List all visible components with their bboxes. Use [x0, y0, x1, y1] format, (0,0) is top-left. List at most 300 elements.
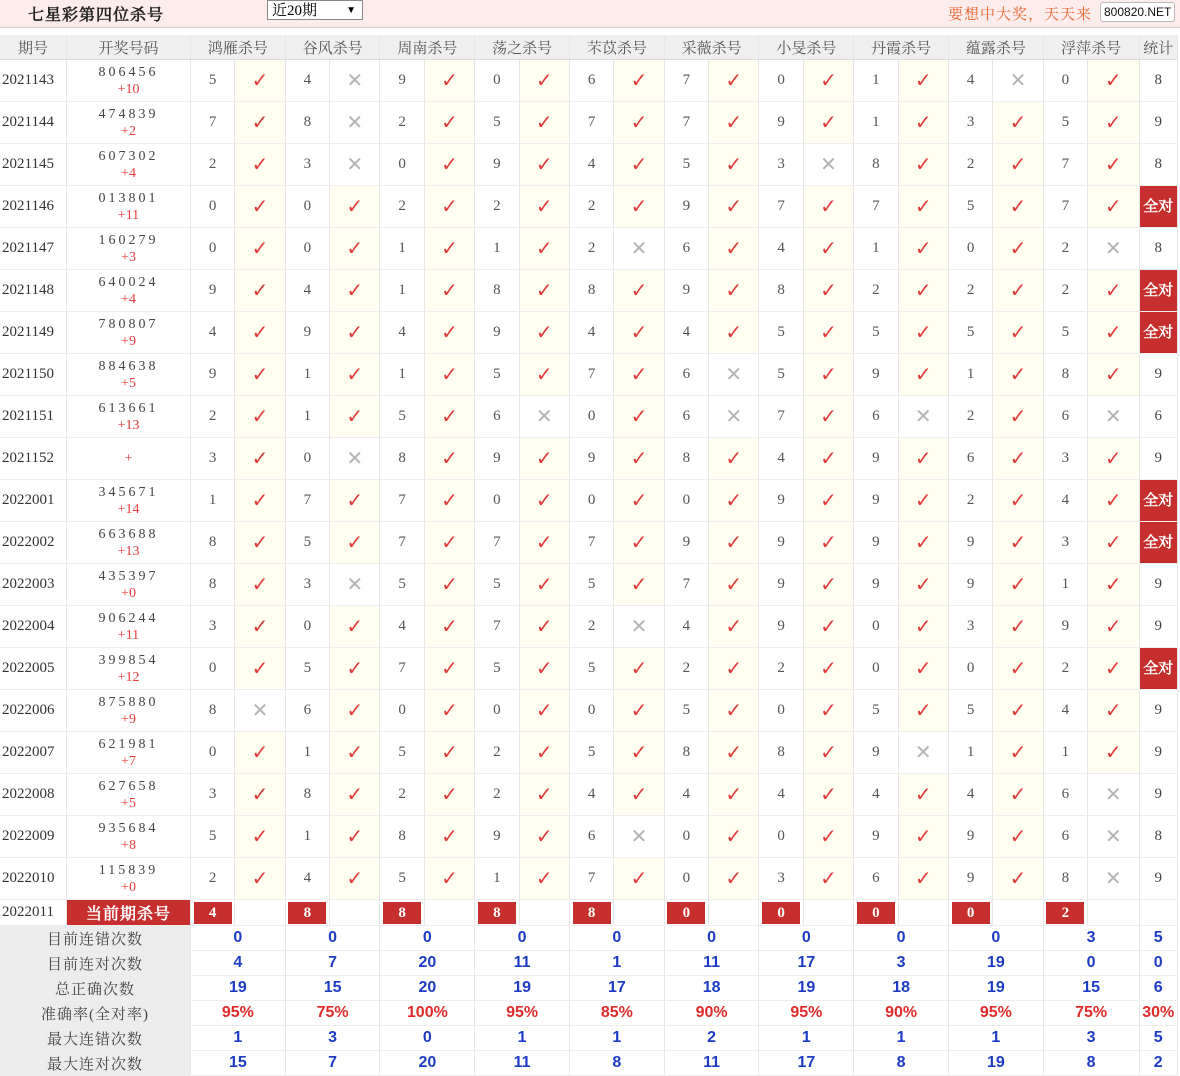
- check-icon: ✓: [424, 354, 474, 396]
- cross-icon: ✕: [519, 396, 569, 438]
- kill-digit: 2: [948, 144, 992, 186]
- row-stat: 9: [1139, 774, 1178, 816]
- check-icon: ✓: [898, 60, 948, 102]
- draw-digits: 115839: [98, 862, 159, 878]
- kill-digit: 5: [475, 102, 519, 144]
- check-icon: ✓: [993, 774, 1043, 816]
- check-icon: ✓: [424, 732, 474, 774]
- kill-digit: 8: [664, 438, 708, 480]
- check-icon: ✓: [330, 774, 380, 816]
- issue-number: 2021150: [0, 354, 67, 396]
- check-icon: ✓: [993, 396, 1043, 438]
- check-icon: ✓: [424, 774, 474, 816]
- issue-number: 2021148: [0, 270, 67, 312]
- check-icon: ✓: [898, 354, 948, 396]
- kill-digit: 8: [475, 270, 519, 312]
- kill-digit: 5: [475, 564, 519, 606]
- kill-digit: 2: [759, 648, 803, 690]
- current-kill-blank: [709, 900, 759, 926]
- check-icon: ✓: [1088, 60, 1139, 102]
- check-icon: ✓: [898, 270, 948, 312]
- check-icon: ✓: [519, 186, 569, 228]
- column-header[interactable]: 小旻杀号: [759, 35, 854, 60]
- column-header[interactable]: 谷风杀号: [285, 35, 380, 60]
- check-icon: ✓: [709, 312, 759, 354]
- kill-digit: 5: [380, 396, 424, 438]
- kill-number-table: [0, 35, 1178, 1076]
- kill-digit: 0: [759, 690, 803, 732]
- check-icon: ✓: [993, 858, 1043, 900]
- check-icon: ✓: [235, 522, 285, 564]
- kill-digit: 7: [380, 522, 424, 564]
- kill-digit: 4: [664, 312, 708, 354]
- summary-value: 17: [759, 951, 854, 976]
- column-header[interactable]: 丹霞杀号: [854, 35, 949, 60]
- check-icon: ✓: [614, 396, 664, 438]
- kill-digit: 9: [948, 564, 992, 606]
- kill-digit: 4: [569, 312, 613, 354]
- column-header[interactable]: 采薇杀号: [664, 35, 759, 60]
- summary-value: 0: [380, 926, 475, 951]
- check-icon: ✓: [519, 354, 569, 396]
- kill-digit: 8: [190, 522, 234, 564]
- summary-value: 30%: [1139, 1001, 1178, 1026]
- table-row: [0, 648, 1178, 690]
- check-icon: ✓: [709, 522, 759, 564]
- kill-digit: 0: [1043, 60, 1087, 102]
- check-icon: ✓: [803, 774, 853, 816]
- check-icon: ✓: [898, 522, 948, 564]
- draw-digits: 884638: [98, 358, 159, 374]
- kill-digit: 0: [285, 186, 329, 228]
- check-icon: ✓: [519, 480, 569, 522]
- table-row: [0, 690, 1178, 732]
- current-kill-value: 2: [1046, 902, 1084, 924]
- table-row: [0, 354, 1178, 396]
- summary-value: 18: [854, 976, 949, 1001]
- check-icon: ✓: [709, 186, 759, 228]
- check-icon: ✓: [1088, 144, 1139, 186]
- draw-digits: 621981: [98, 736, 159, 752]
- site-badge[interactable]: 800820.NET: [1100, 2, 1175, 22]
- current-kill-cell: [664, 900, 708, 926]
- current-kill-cell: [1043, 900, 1087, 926]
- kill-digit: 9: [475, 312, 519, 354]
- current-kill-value: 8: [573, 902, 611, 924]
- draw-sum: +13: [117, 417, 140, 433]
- kill-digit: 2: [380, 774, 424, 816]
- check-icon: ✓: [330, 480, 380, 522]
- draw-sum: +13: [117, 543, 140, 559]
- check-icon: ✓: [993, 648, 1043, 690]
- cross-icon: ✕: [614, 816, 664, 858]
- kill-digit: 9: [664, 186, 708, 228]
- issue-number: 2021147: [0, 228, 67, 270]
- check-icon: ✓: [424, 270, 474, 312]
- check-icon: ✓: [803, 522, 853, 564]
- draw-numbers: [67, 228, 191, 270]
- draw-numbers: [67, 606, 191, 648]
- kill-digit: 8: [380, 438, 424, 480]
- kill-digit: 5: [190, 816, 234, 858]
- check-icon: ✓: [235, 648, 285, 690]
- check-icon: ✓: [993, 732, 1043, 774]
- kill-digit: 0: [475, 480, 519, 522]
- kill-digit: 2: [380, 186, 424, 228]
- summary-value: 0: [759, 926, 854, 951]
- kill-digit: 1: [285, 396, 329, 438]
- check-icon: ✓: [803, 60, 853, 102]
- table-row: [0, 60, 1178, 102]
- kill-digit: 9: [948, 858, 992, 900]
- check-icon: ✓: [235, 270, 285, 312]
- kill-digit: 0: [569, 690, 613, 732]
- row-stat: 6: [1139, 396, 1178, 438]
- check-icon: ✓: [614, 102, 664, 144]
- kill-digit: 9: [475, 438, 519, 480]
- current-kill-value: 8: [478, 902, 516, 924]
- draw-numbers: [67, 312, 191, 354]
- check-icon: ✓: [898, 312, 948, 354]
- cross-icon: ✕: [1088, 816, 1139, 858]
- draw-sum: +11: [117, 627, 140, 643]
- summary-value: 95%: [948, 1001, 1043, 1026]
- check-icon: ✓: [519, 774, 569, 816]
- kill-digit: 9: [569, 438, 613, 480]
- kill-digit: 0: [854, 606, 898, 648]
- kill-digit: 4: [759, 774, 803, 816]
- summary-value: 0: [1139, 951, 1178, 976]
- issue-number: 2022009: [0, 816, 67, 858]
- kill-digit: 2: [380, 102, 424, 144]
- issue-number: 2021152: [0, 438, 67, 480]
- table-body: [0, 60, 1178, 1076]
- check-icon: ✓: [424, 186, 474, 228]
- cross-icon: ✕: [1088, 228, 1139, 270]
- kill-digit: 2: [190, 858, 234, 900]
- current-row: [0, 900, 1178, 926]
- kill-digit: 5: [854, 690, 898, 732]
- row-stat: 9: [1139, 690, 1178, 732]
- row-stat: 9: [1139, 102, 1178, 144]
- table-row: [0, 606, 1178, 648]
- kill-digit: 7: [285, 480, 329, 522]
- kill-digit: 0: [380, 144, 424, 186]
- check-icon: ✓: [1088, 480, 1139, 522]
- check-icon: ✓: [709, 816, 759, 858]
- kill-digit: 7: [1043, 144, 1087, 186]
- check-icon: ✓: [614, 60, 664, 102]
- kill-digit: 6: [664, 396, 708, 438]
- table-row: [0, 816, 1178, 858]
- draw-sum: +11: [117, 207, 140, 223]
- kill-digit: 4: [285, 270, 329, 312]
- check-icon: ✓: [898, 438, 948, 480]
- summary-value: 85%: [569, 1001, 664, 1026]
- check-icon: ✓: [519, 60, 569, 102]
- column-header[interactable]: 荡之杀号: [475, 35, 570, 60]
- summary-value: 18: [664, 976, 759, 1001]
- check-icon: ✓: [330, 858, 380, 900]
- draw-sum: +9: [121, 333, 136, 349]
- current-kill-blank: [330, 900, 380, 926]
- summary-value: 0: [569, 926, 664, 951]
- current-kill-blank: [614, 900, 664, 926]
- kill-digit: 2: [1043, 270, 1087, 312]
- draw-digits: 663688: [98, 526, 159, 542]
- all-correct-badge: 全对: [1139, 480, 1178, 522]
- kill-digit: 1: [190, 480, 234, 522]
- kill-digit: 0: [854, 648, 898, 690]
- draw-digits: 013801: [98, 190, 159, 206]
- issue-number: 2022007: [0, 732, 67, 774]
- kill-digit: 7: [569, 522, 613, 564]
- current-kill-cell: [854, 900, 898, 926]
- kill-digit: 1: [854, 102, 898, 144]
- kill-digit: 8: [1043, 354, 1087, 396]
- cross-icon: ✕: [330, 564, 380, 606]
- draw-numbers: [67, 270, 191, 312]
- kill-digit: 9: [664, 522, 708, 564]
- summary-value: 19: [190, 976, 285, 1001]
- draw-numbers: [67, 648, 191, 690]
- current-kill-cell: [759, 900, 803, 926]
- kill-digit: 2: [569, 228, 613, 270]
- summary-value: 19: [948, 951, 1043, 976]
- column-header[interactable]: 鸿雁杀号: [190, 35, 285, 60]
- column-header[interactable]: 蕴露杀号: [948, 35, 1043, 60]
- check-icon: ✓: [898, 480, 948, 522]
- draw-sum: +7: [121, 753, 136, 769]
- kill-digit: 5: [380, 564, 424, 606]
- draw-digits: 345671: [98, 484, 159, 500]
- kill-digit: 8: [569, 270, 613, 312]
- check-icon: ✓: [614, 144, 664, 186]
- summary-label: 目前连错次数: [0, 926, 190, 951]
- column-header[interactable]: 开奖号码: [67, 35, 191, 60]
- summary-value: 17: [569, 976, 664, 1001]
- kill-digit: 5: [948, 186, 992, 228]
- check-icon: ✓: [519, 102, 569, 144]
- summary-value: 4: [190, 951, 285, 976]
- summary-value: 2: [1139, 1051, 1178, 1076]
- check-icon: ✓: [519, 228, 569, 270]
- column-header[interactable]: 期号: [0, 35, 67, 60]
- summary-value: 75%: [1043, 1001, 1139, 1026]
- period-select[interactable]: [267, 0, 363, 20]
- draw-numbers: [67, 438, 191, 480]
- kill-digit: 7: [664, 60, 708, 102]
- kill-digit: 5: [948, 690, 992, 732]
- cross-icon: ✕: [614, 228, 664, 270]
- summary-value: 19: [948, 1051, 1043, 1076]
- check-icon: ✓: [330, 354, 380, 396]
- kill-digit: 2: [475, 774, 519, 816]
- check-icon: ✓: [993, 606, 1043, 648]
- table-row: [0, 522, 1178, 564]
- kill-digit: 9: [190, 270, 234, 312]
- summary-value: 0: [285, 926, 380, 951]
- summary-value: 95%: [759, 1001, 854, 1026]
- summary-row: [0, 1001, 1178, 1026]
- row-stat: 9: [1139, 354, 1178, 396]
- kill-digit: 1: [475, 228, 519, 270]
- kill-digit: 9: [854, 438, 898, 480]
- summary-value: 90%: [854, 1001, 949, 1026]
- check-icon: ✓: [424, 102, 474, 144]
- check-icon: ✓: [330, 732, 380, 774]
- issue-number: 2022002: [0, 522, 67, 564]
- summary-value: 20: [380, 976, 475, 1001]
- check-icon: ✓: [235, 774, 285, 816]
- kill-digit: 9: [475, 816, 519, 858]
- kill-digit: 9: [190, 354, 234, 396]
- check-icon: ✓: [803, 270, 853, 312]
- kill-digit: 1: [1043, 564, 1087, 606]
- check-icon: ✓: [235, 102, 285, 144]
- kill-digit: 5: [664, 144, 708, 186]
- draw-numbers: [67, 564, 191, 606]
- summary-label: 最大连对次数: [0, 1051, 190, 1076]
- check-icon: ✓: [614, 648, 664, 690]
- kill-digit: 9: [380, 60, 424, 102]
- kill-digit: 6: [1043, 396, 1087, 438]
- summary-value: 3: [854, 951, 949, 976]
- row-stat: 8: [1139, 228, 1178, 270]
- check-icon: ✓: [519, 690, 569, 732]
- kill-digit: 4: [759, 228, 803, 270]
- kill-digit: 1: [285, 732, 329, 774]
- column-header[interactable]: 周南杀号: [380, 35, 475, 60]
- check-icon: ✓: [424, 858, 474, 900]
- summary-value: 15: [285, 976, 380, 1001]
- kill-digit: 0: [664, 816, 708, 858]
- kill-digit: 0: [285, 438, 329, 480]
- kill-digit: 2: [948, 396, 992, 438]
- draw-digits: 906244: [98, 610, 159, 626]
- summary-value: 11: [664, 1051, 759, 1076]
- summary-value: 5: [1139, 926, 1178, 951]
- check-icon: ✓: [424, 690, 474, 732]
- draw-sum: +2: [121, 123, 136, 139]
- kill-digit: 2: [1043, 648, 1087, 690]
- check-icon: ✓: [519, 858, 569, 900]
- summary-value: 1: [569, 951, 664, 976]
- check-icon: ✓: [614, 774, 664, 816]
- kill-digit: 9: [854, 522, 898, 564]
- summary-value: 6: [1139, 976, 1178, 1001]
- check-icon: ✓: [330, 396, 380, 438]
- draw-sum: +9: [121, 711, 136, 727]
- kill-digit: 9: [759, 522, 803, 564]
- table-row: [0, 270, 1178, 312]
- current-kill-cell: [475, 900, 519, 926]
- draw-sum: +: [124, 451, 133, 466]
- kill-digit: 4: [664, 774, 708, 816]
- table-row: [0, 186, 1178, 228]
- summary-value: 0: [475, 926, 570, 951]
- check-icon: ✓: [803, 816, 853, 858]
- kill-digit: 2: [475, 732, 519, 774]
- summary-value: 1: [475, 1026, 570, 1051]
- draw-numbers: [67, 774, 191, 816]
- check-icon: ✓: [424, 144, 474, 186]
- check-icon: ✓: [235, 438, 285, 480]
- column-header[interactable]: 芣苡杀号: [569, 35, 664, 60]
- check-icon: ✓: [993, 816, 1043, 858]
- check-icon: ✓: [709, 648, 759, 690]
- kill-digit: 6: [569, 816, 613, 858]
- kill-digit: 8: [759, 732, 803, 774]
- check-icon: ✓: [330, 690, 380, 732]
- all-correct-badge: 全对: [1139, 312, 1178, 354]
- draw-sum: +3: [121, 249, 136, 265]
- draw-digits: 806456: [98, 64, 159, 80]
- check-icon: ✓: [1088, 438, 1139, 480]
- check-icon: ✓: [803, 228, 853, 270]
- kill-digit: 4: [854, 774, 898, 816]
- check-icon: ✓: [614, 858, 664, 900]
- draw-numbers: [67, 690, 191, 732]
- cross-icon: ✕: [993, 60, 1043, 102]
- table-row: [0, 438, 1178, 480]
- check-icon: ✓: [424, 606, 474, 648]
- kill-digit: 7: [569, 354, 613, 396]
- row-stat: 9: [1139, 438, 1178, 480]
- draw-numbers: [67, 102, 191, 144]
- kill-digit: 4: [380, 606, 424, 648]
- kill-digit: 8: [854, 144, 898, 186]
- summary-value: 1: [759, 1026, 854, 1051]
- cross-icon: ✕: [1088, 774, 1139, 816]
- cross-icon: ✕: [330, 102, 380, 144]
- all-correct-badge: 全对: [1139, 522, 1178, 564]
- kill-digit: 4: [190, 312, 234, 354]
- kill-digit: 2: [569, 606, 613, 648]
- kill-digit: 2: [664, 648, 708, 690]
- current-issue: 2022011: [0, 900, 67, 926]
- kill-digit: 4: [1043, 690, 1087, 732]
- check-icon: ✓: [235, 312, 285, 354]
- column-header[interactable]: 浮萍杀号: [1043, 35, 1139, 60]
- check-icon: ✓: [898, 648, 948, 690]
- kill-digit: 0: [285, 606, 329, 648]
- kill-digit: 2: [475, 186, 519, 228]
- cross-icon: ✕: [1088, 396, 1139, 438]
- draw-digits: 435397: [98, 568, 159, 584]
- kill-digit: 9: [475, 144, 519, 186]
- kill-digit: 4: [664, 606, 708, 648]
- kill-digit: 9: [664, 270, 708, 312]
- summary-value: 3: [1043, 1026, 1139, 1051]
- check-icon: ✓: [519, 564, 569, 606]
- summary-value: 20: [380, 1051, 475, 1076]
- kill-digit: 5: [759, 312, 803, 354]
- check-icon: ✓: [235, 816, 285, 858]
- check-icon: ✓: [614, 564, 664, 606]
- column-header[interactable]: 统计: [1139, 35, 1178, 60]
- kill-digit: 3: [759, 858, 803, 900]
- summary-value: 95%: [190, 1001, 285, 1026]
- check-icon: ✓: [519, 438, 569, 480]
- check-icon: ✓: [330, 228, 380, 270]
- check-icon: ✓: [424, 564, 474, 606]
- kill-digit: 0: [569, 396, 613, 438]
- check-icon: ✓: [803, 564, 853, 606]
- check-icon: ✓: [993, 144, 1043, 186]
- kill-digit: 1: [475, 858, 519, 900]
- check-icon: ✓: [898, 690, 948, 732]
